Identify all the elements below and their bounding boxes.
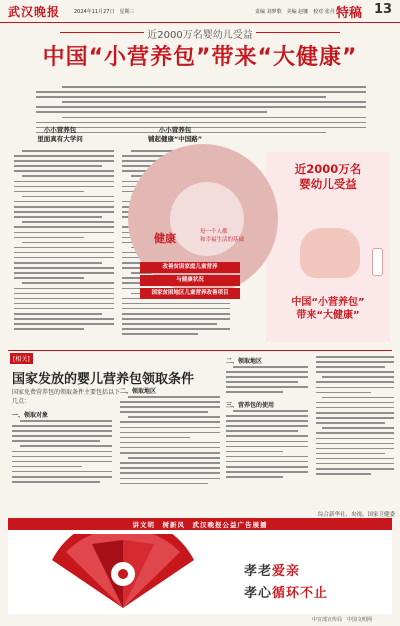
related-item-2-heading: 二、领取地区 <box>120 388 157 395</box>
related-column-2 <box>120 396 220 488</box>
issue-date: 2024年11月27日 星期三 <box>74 9 135 15</box>
milk-bottle-icon <box>372 248 383 276</box>
infographic-band-3: 国家贫困地区儿童营养改善项目 <box>140 288 240 299</box>
page-number: 13 <box>374 2 393 17</box>
psa-banner-text: 讲文明 树新风 武汉晚报公益广告展播 <box>132 520 268 529</box>
related-column-3 <box>226 366 308 397</box>
col2-subhead: 小小营养包 铺起健康“中国路” <box>147 126 203 143</box>
psa-slogan-line-2: 孝心循环不止 <box>244 586 329 601</box>
page-title: 中国“小营养包”带来“大健康” <box>42 45 358 70</box>
source-byline: 综合新华社、央视、国家卫健委 <box>318 512 396 518</box>
kicker: 近2000万名婴幼儿受益 <box>147 30 253 41</box>
psa-advert <box>8 530 392 614</box>
psa-banner <box>8 518 392 530</box>
infographic-band-1: 改善贫困家庭儿童营养 <box>140 262 240 273</box>
infographic-title: 近2000万名 婴幼儿受益 <box>294 162 362 191</box>
infographic-inner-circle <box>170 182 244 256</box>
newspaper-logo: 武汉晚报 <box>8 5 61 19</box>
related-item-3-heading: 三、营养包的使用 <box>226 402 275 409</box>
editor-credits: 责编 刘梦歌 美编 赵娜 校对 张丹 <box>255 9 335 15</box>
paper-fan-illustration <box>48 534 198 610</box>
col1-subhead: 小小营养包 里面真有大学问 <box>37 126 83 143</box>
related-column-5 <box>316 356 394 478</box>
related-article-intro: 国家免费营养包的领取条件主要包括以下几点： <box>12 389 121 405</box>
related-item-1-heading: 一、领取对象 <box>12 412 49 419</box>
masthead <box>0 0 400 23</box>
infographic-health-word: 健康 <box>154 232 176 245</box>
baby-illustration <box>300 228 360 278</box>
section-name: 特稿 <box>336 6 363 21</box>
article-column-1 <box>14 150 114 333</box>
infographic-slogan: 中国“小营养包” 带来“大健康” <box>291 297 365 321</box>
related-article-title: 国家发放的婴儿营养包领取条件 <box>12 372 195 387</box>
related-item-2-heading-right: 二、领取地区 <box>226 358 263 365</box>
section-divider <box>8 350 392 351</box>
related-column-1 <box>12 420 112 486</box>
infographic-bands <box>140 262 240 301</box>
psa-slogan-line-1: 孝老爱亲 <box>244 564 301 579</box>
infographic-band-2: 与健康状况 <box>140 275 240 286</box>
psa-credit: 中宣部宣传局 中国文明网 <box>312 617 373 623</box>
related-column-4 <box>226 410 308 481</box>
related-tag: [相关] <box>10 353 33 364</box>
infographic-health-caption: 每一个人都 和幸福生活的基础 <box>200 229 245 243</box>
